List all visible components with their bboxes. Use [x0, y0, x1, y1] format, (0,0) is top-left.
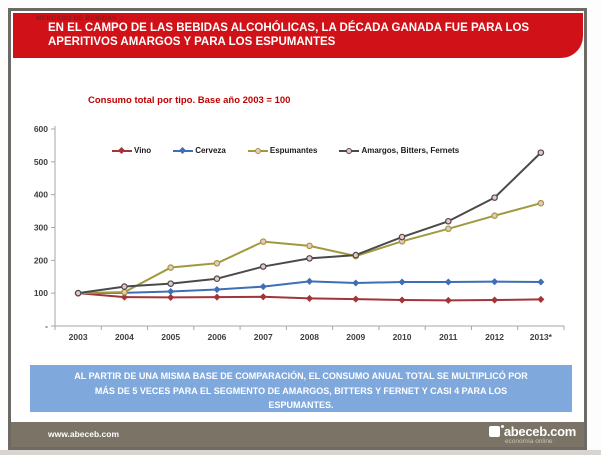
- brand-tagline: economía online: [504, 438, 553, 445]
- legend-item-cerveza: [173, 146, 226, 155]
- svg-text:2006: 2006: [207, 332, 227, 342]
- svg-text:600: 600: [33, 124, 48, 134]
- header-banner: [13, 13, 583, 58]
- svg-text:2003: 2003: [68, 332, 88, 342]
- svg-text:2005: 2005: [161, 332, 181, 342]
- brand-logo: [489, 424, 576, 445]
- callout-text: AL PARTIR DE UNA MISMA BASE DE COMPARACIÓN, EL CONSUMO ANUAL TOTAL SE MULTIPLICÓ POR MÁS DE 5 VECES PARA EL SEGMENTO DE AMARGOS, BITTERS Y FERNET Y CASI 4 PARA LOS ESPUMANTES.: [74, 371, 528, 410]
- legend-label: Amargos, Bitters, Fernets: [361, 146, 460, 155]
- svg-text:-: -: [45, 321, 48, 331]
- abeceb-logo-icon: [489, 426, 500, 437]
- legend-item-espumantes: [248, 146, 318, 155]
- legend-swatch: [173, 146, 193, 155]
- svg-text:2008: 2008: [300, 332, 319, 342]
- legend-swatch: [112, 146, 132, 155]
- footer-url: www.abeceb.com: [48, 429, 120, 439]
- bottom-strip: [0, 450, 601, 455]
- legend-label: Cerveza: [195, 146, 226, 155]
- slide-frame: [8, 8, 587, 450]
- svg-text:300: 300: [33, 222, 48, 233]
- legend-label: Espumantes: [269, 146, 318, 155]
- svg-text:2009: 2009: [346, 332, 366, 342]
- legend-swatch: [339, 146, 359, 155]
- svg-text:2013*: 2013*: [529, 332, 552, 342]
- chart-title: Consumo total por tipo. Base año 2003 = 100: [88, 95, 291, 106]
- svg-text:100: 100: [33, 288, 48, 299]
- consumption-line-chart: [28, 122, 568, 342]
- brand-name: abeceb.com: [503, 424, 576, 439]
- svg-text:500: 500: [33, 156, 48, 167]
- footer-bar: [11, 422, 584, 447]
- chart-legend: [112, 146, 459, 155]
- svg-text:2004: 2004: [114, 332, 134, 342]
- svg-text:2010: 2010: [392, 332, 412, 342]
- svg-text:2011: 2011: [439, 332, 458, 342]
- legend-label: Vino: [134, 146, 152, 155]
- legend-item-amargos-bitters-fernets: [339, 146, 459, 155]
- svg-text:2007: 2007: [253, 332, 273, 342]
- svg-text:200: 200: [33, 255, 48, 266]
- callout-banner: [30, 365, 572, 412]
- header-kicker: MERCADO DE BEBIDAS ::: [36, 15, 124, 22]
- svg-text:400: 400: [33, 189, 48, 200]
- header-title: EN EL CAMPO DE LAS BEBIDAS ALCOHÓLICAS, LA DÉCADA GANADA FUE PARA LOS APERITIVOS AMARGOS Y PARA LOS ESPUMANTES: [48, 22, 530, 48]
- svg-text:2012: 2012: [485, 332, 505, 342]
- legend-item-vino: [112, 146, 151, 155]
- legend-swatch: [248, 146, 268, 155]
